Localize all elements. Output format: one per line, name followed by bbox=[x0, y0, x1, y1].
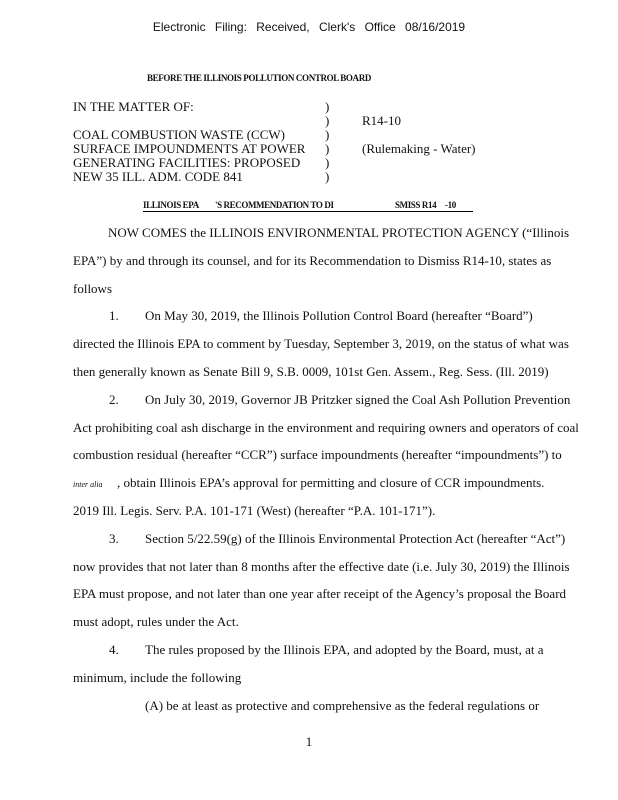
caption-paren: ) bbox=[325, 141, 330, 156]
subtitle-part: SMISS R14 bbox=[395, 200, 437, 210]
caption-line: IN THE MATTER OF: bbox=[73, 99, 194, 114]
body-line: directed the Illinois EPA to comment by Tuesday, September 3, 2019, on the status of what was bbox=[73, 336, 569, 351]
paragraph-number: 2. bbox=[109, 392, 119, 407]
body-line: 2019 Ill. Legis. Serv. P.A. 101-171 (West) (hereafter “P.A. 101-171”). bbox=[73, 503, 436, 518]
paragraph-number: 1. bbox=[109, 308, 119, 323]
subtitle-part: ILLINOIS EPA bbox=[143, 200, 199, 210]
body-line: On July 30, 2019, Governor JB Pritzker signed the Coal Ash Pollution Prevention bbox=[145, 392, 571, 407]
filing-stamp: Electronic Filing: Received, Clerk's Office 08/16/2019 bbox=[152, 20, 466, 34]
body-line: (A) be at least as protective and comprehensive as the federal regulations or bbox=[145, 698, 540, 713]
body-line: Act prohibiting coal ash discharge in the environment and requiring owners and operators of coal bbox=[73, 420, 579, 435]
body-line: follows bbox=[73, 281, 112, 296]
body-line: NOW COMES the ILLINOIS ENVIRONMENTAL PROTECTION AGENCY (“Illinois bbox=[108, 225, 570, 240]
caption-paren: ) bbox=[325, 169, 330, 184]
body-line: EPA”) by and through its counsel, and for its Recommendation to Dismiss R14-10, states as bbox=[73, 253, 552, 268]
docket-number: R14-10 bbox=[362, 113, 401, 128]
caption-paren: ) bbox=[325, 99, 330, 114]
rulemaking-type: (Rulemaking - Water) bbox=[362, 141, 476, 156]
body-line: minimum, include the following bbox=[73, 670, 242, 685]
subtitle-part: 'S RECOMMENDATION TO DI bbox=[215, 200, 334, 210]
body-line: On May 30, 2019, the Illinois Pollution Control Board (hereafter “Board”) bbox=[145, 308, 533, 323]
body-line: EPA must propose, and not later than one year after receipt of the Agency’s proposal the Board bbox=[73, 586, 567, 601]
body-line: The rules proposed by the Illinois EPA, and adopted by the Board, must, at a bbox=[145, 642, 544, 657]
board-title: BEFORE THE ILLINOIS POLLUTION CONTROL BOARD bbox=[147, 74, 371, 84]
body-line: Section 5/22.59(g) of the Illinois Environmental Protection Act (hereafter “Act”) bbox=[145, 531, 566, 546]
paragraph-number: 4. bbox=[109, 642, 119, 657]
page-number: 1 bbox=[305, 734, 313, 749]
caption-paren: ) bbox=[325, 113, 330, 128]
caption-line: COAL COMBUSTION WASTE (CCW) bbox=[73, 127, 285, 142]
caption-line: NEW 35 ILL. ADM. CODE 841 bbox=[73, 169, 243, 184]
body-line: combustion residual (hereafter “CCR”) surface impoundments (hereafter “impoundments”) to bbox=[73, 447, 562, 462]
document-subtitle bbox=[143, 200, 473, 212]
italic-term: inter alia bbox=[73, 480, 103, 489]
caption-line: GENERATING FACILITIES: PROPOSED bbox=[73, 155, 301, 170]
body-line: , obtain Illinois EPA’s approval for permitting and closure of CCR impoundments. bbox=[117, 475, 545, 490]
body-line: then generally known as Senate Bill 9, S.B. 0009, 101st Gen. Assem., Reg. Sess. (Ill. 2019) bbox=[73, 364, 549, 379]
body-line: must adopt, rules under the Act. bbox=[73, 614, 239, 629]
caption-line: SURFACE IMPOUNDMENTS AT POWER bbox=[73, 141, 306, 156]
subtitle-part: -10 bbox=[445, 200, 456, 210]
body-line: now provides that not later than 8 months after the effective date (i.e. July 30, 2019) the Illinois bbox=[73, 559, 570, 574]
paragraph-number: 3. bbox=[109, 531, 119, 546]
caption-paren: ) bbox=[325, 155, 330, 170]
caption-paren: ) bbox=[325, 127, 330, 142]
